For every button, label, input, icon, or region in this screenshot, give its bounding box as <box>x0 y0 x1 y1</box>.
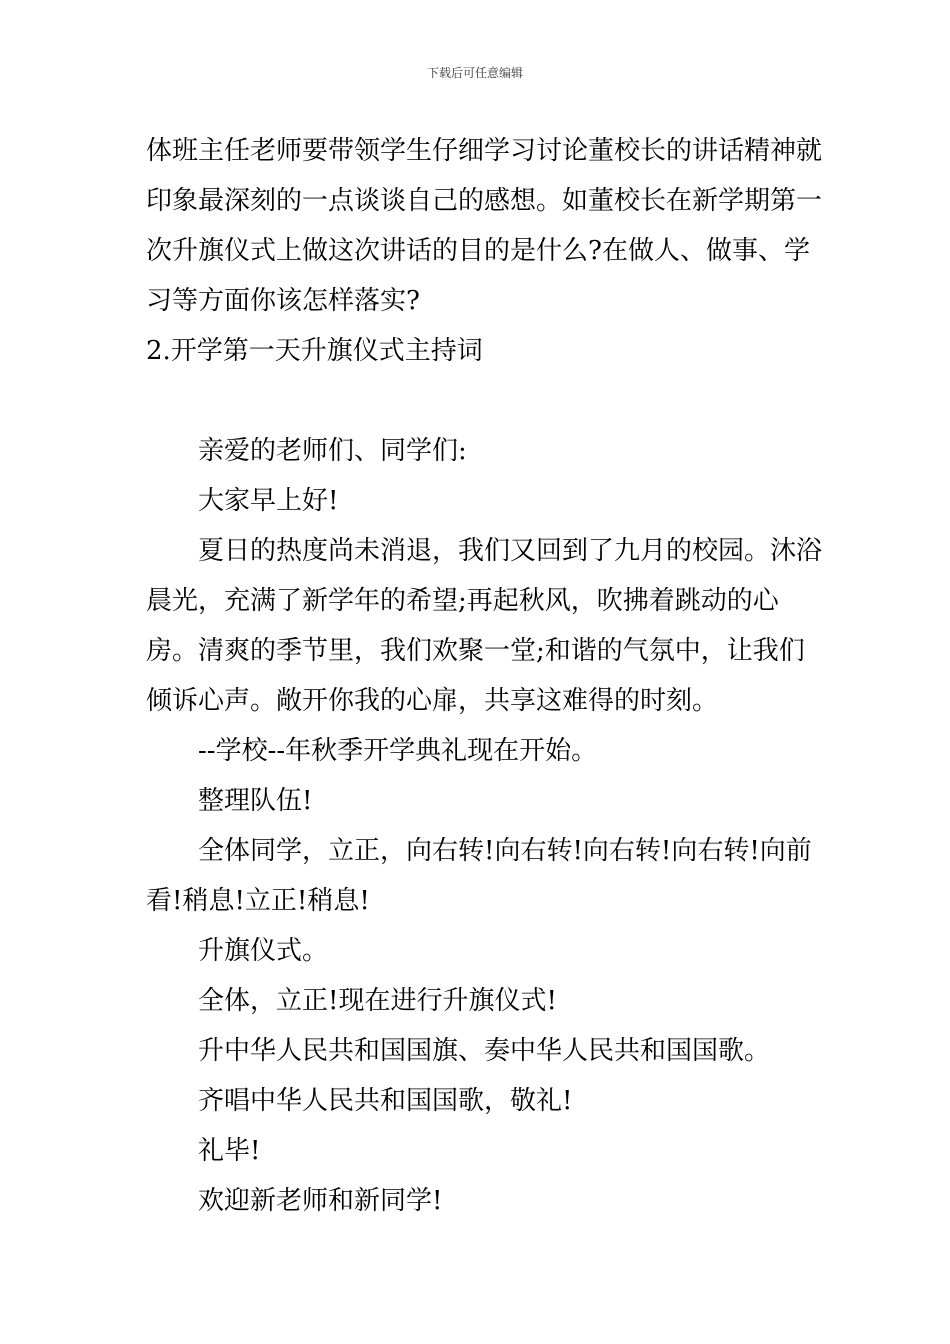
document-body <box>146 126 826 1226</box>
speech-paragraph: 升中华人民共和国国旗、奏中华人民共和国国歌。 <box>198 1036 771 1066</box>
speech-paragraph: 礼毕! <box>198 1136 261 1166</box>
intro-paragraph: 体班主任老师要带领学生仔细学习讨论董校长的讲话精神就印象最深刻的一点谈谈自己的感想。如董校长在新学期第一次升旗仪式上做这次讲话的目的是什么?在做人、做事、学习等方面你该怎样落实? <box>146 136 823 316</box>
spacer <box>146 376 826 426</box>
speech-paragraph: --学校--年秋季开学典礼现在开始。 <box>198 736 598 766</box>
speech-paragraph: 全体同学，立正，向右转!向右转!向右转!向右转!向前看!稍息!立正!稍息! <box>146 836 812 916</box>
speech-paragraph: 夏日的热度尚未消退，我们又回到了九月的校园。沐浴晨光，充满了新学年的希望;再起秋风，吹拂着跳动的心房。清爽的季节里，我们欢聚一堂;和谐的气氛中，让我们倾诉心声。敞开你我的心扉，共享这难得的时刻。 <box>146 536 823 716</box>
speech-paragraph: 大家早上好! <box>198 486 339 516</box>
greeting: 亲爱的老师们、同学们: <box>198 436 467 466</box>
section-title: 2.开学第一天升旗仪式主持词 <box>146 336 483 366</box>
speech-paragraph: 整理队伍! <box>198 786 313 816</box>
speech-paragraph: 全体，立正!现在进行升旗仪式! <box>198 986 557 1016</box>
speech-paragraph: 升旗仪式。 <box>198 936 329 966</box>
speech-paragraph: 欢迎新老师和新同学! <box>198 1186 443 1216</box>
speech-paragraph: 齐唱中华人民共和国国歌，敬礼! <box>198 1086 573 1116</box>
page-header: 下载后可任意编辑 <box>426 66 523 80</box>
